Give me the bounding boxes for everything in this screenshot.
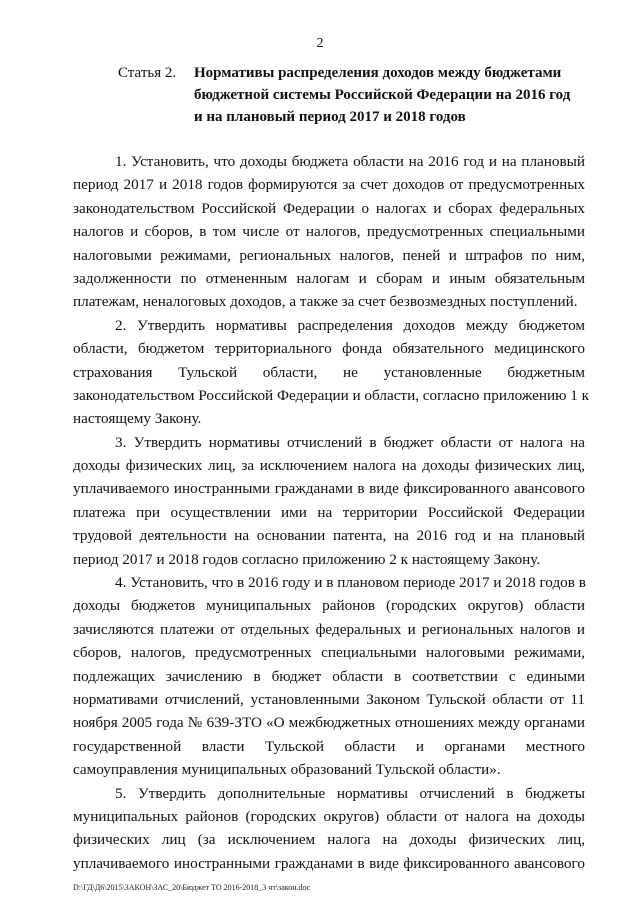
paragraph-2-line: настоящему Закону. [73, 410, 202, 428]
paragraph-4-line: зачисляются платежи от отдельных федеральных и региональных налогов и [73, 620, 585, 638]
paragraph-1-line: налогов и сборов, в том числе от налогов, предусмотренных специальными [73, 223, 585, 241]
paragraph-4-line: ноября 2005 года № 639-ЗТО «О межбюджетных отношениях между органами [73, 714, 585, 732]
article-title-line: Нормативы распределения доходов между бюджетами [194, 65, 562, 81]
paragraph-4-line: подлежащих зачислению в бюджет области в соответствии с едиными [73, 667, 585, 685]
paragraph-4-line: доходы бюджетов муниципальных районов (городских округов) области [73, 597, 585, 615]
paragraph-1-line: 1. Установить, что доходы бюджета области на 2016 год и на плановый [115, 153, 585, 170]
paragraph-5-line: уплачиваемого иностранными гражданами в виде фиксированного авансового [73, 854, 585, 872]
paragraph-3-line: доходы физических лиц, за исключением налога на доходы физических лиц, [73, 457, 585, 475]
paragraph-1-line: законодательством Российской Федерации о налогах и сборах федеральных [73, 199, 585, 217]
paragraph-1-line: задолженности по отмененным налогам и сборам и иным обязательным [73, 269, 585, 287]
paragraph-2-line: области, бюджетом территориального фонда обязательного медицинского [73, 340, 585, 358]
paragraph-4-line: нормативами отчислений, установленными Законом Тульской области от 11 [73, 690, 585, 708]
paragraph-5-line: физических лиц (за исключением налога на доходы физических лиц, [73, 831, 585, 849]
paragraph-4-line: самоуправления муниципальных образований Тульской области». [73, 761, 501, 779]
paragraph-4-line: 4. Установить, что в 2016 году и в плановом периоде 2017 и 2018 годов в [115, 574, 586, 592]
article-title-line: бюджетной системы Российской Федерации на 2016 год [194, 87, 571, 103]
article-title [194, 62, 594, 128]
paragraph-5-line: муниципальных районов (городских округов) области от налога на доходы [73, 807, 585, 825]
paragraph-3-line: период 2017 и 2018 годов согласно приложению 2 к настоящему Закону. [73, 550, 541, 568]
paragraph-1-line: период 2017 и 2018 годов формируются за счет доходов от предусмотренных [73, 176, 585, 194]
paragraph-4-line: государственной власти Тульской области и органами местного [73, 737, 585, 755]
article-label: Статья 2. [118, 65, 177, 81]
paragraph-3-line: уплачиваемого иностранными гражданами в виде фиксированного авансового [73, 480, 585, 498]
paragraph-3-line: 3. Утвердить нормативы отчислений в бюджет области от налога на [115, 433, 585, 451]
paragraph-3-line: трудовой деятельности на основании патента, на 2016 год и на плановый [73, 527, 585, 545]
article-title-line: и на плановый период 2017 и 2018 годов [194, 109, 466, 125]
paragraph-2-line: законодательством Российской Федерации и области, согласно приложению 1 к [73, 386, 590, 404]
paragraph-1-line: платежам, неналоговых доходов, а также за счет безвозмездных поступлений. [73, 293, 578, 311]
paragraph-5-line: 5. Утвердить дополнительные нормативы отчислений в бюджеты [115, 784, 585, 802]
paragraph-1-line: налоговыми режимами, региональных налогов, пеней и штрафов по ним, [73, 246, 585, 264]
page-number: 2 [316, 36, 324, 51]
paragraph-2-line: 2. Утвердить нормативы распределения доходов между бюджетом [115, 316, 585, 334]
paragraph-2-line: страхования Тульской области, не установленные бюджетным [73, 363, 585, 381]
article-body [73, 150, 590, 875]
paragraph-3-line: платежа при осуществлении ими на территории Российской Федерации [73, 503, 585, 521]
paragraph-4-line: сборов, налогов, предусмотренных специальными налоговыми режимами, [73, 644, 585, 662]
file-path-footer: D:\ГД\Д6\2015\ЗАКОН\ЗАС_20\Бюджет ТО 2016-2018_3 чт\закон.doc [73, 883, 311, 892]
